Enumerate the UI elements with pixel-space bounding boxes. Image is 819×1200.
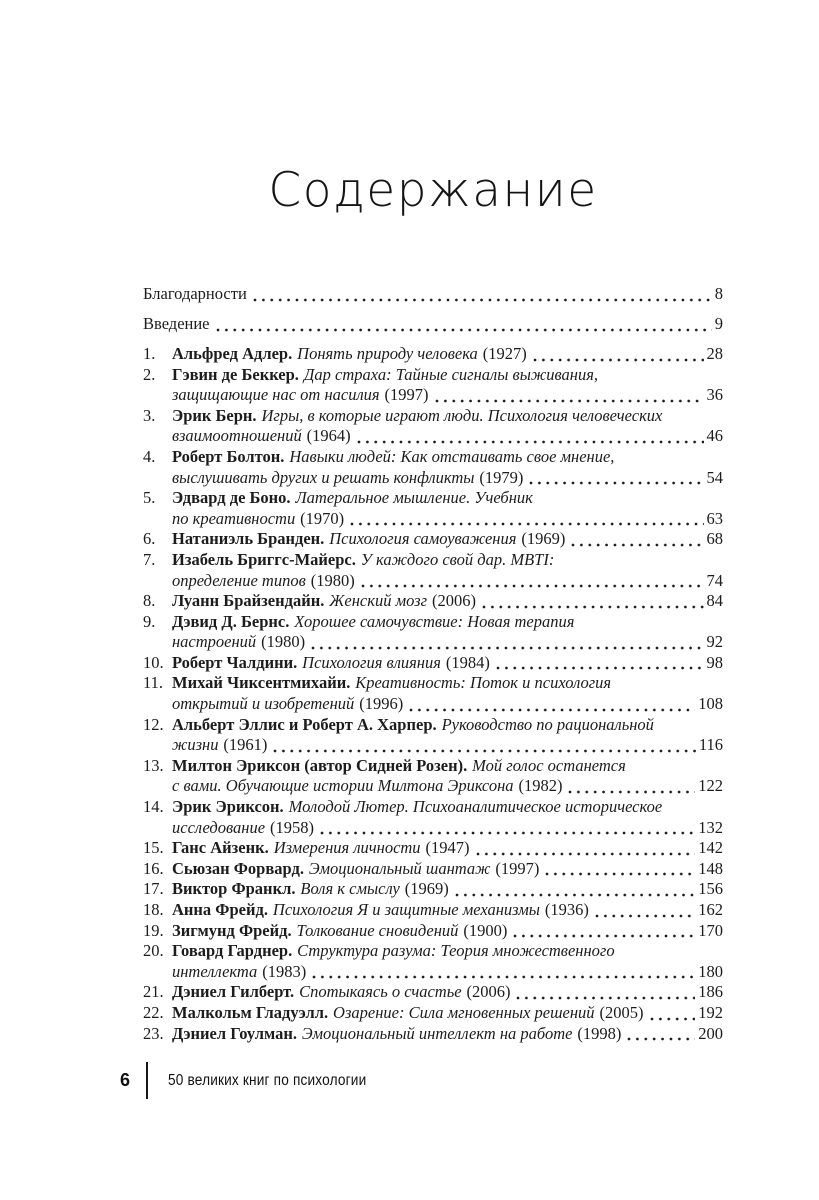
dot-leader xyxy=(350,522,703,526)
toc-entry-title-cont: настроений xyxy=(172,632,257,652)
toc-entry-line xyxy=(172,735,723,756)
toc-entry-page: 132 xyxy=(698,817,723,837)
toc-entry-line xyxy=(172,426,723,447)
dot-leader xyxy=(516,996,695,1000)
toc-entry xyxy=(143,488,723,529)
toc-entry-content xyxy=(172,756,723,797)
toc-entry-author: Альберт Эллис и Роберт А. Харпер. xyxy=(172,714,437,734)
toc-entry-page: 68 xyxy=(706,529,723,549)
toc-entry xyxy=(143,797,723,838)
toc-entry xyxy=(143,612,723,653)
toc-entry-page: 63 xyxy=(706,508,723,528)
toc-entry-author: Малкольм Гладуэлл. xyxy=(172,1002,329,1022)
toc-entry-year: (1969) xyxy=(404,879,449,899)
dot-leader xyxy=(361,584,704,588)
toc-entry-content xyxy=(172,591,723,612)
toc-entry-title-cont: по креативности xyxy=(172,508,296,528)
toc-entry-line xyxy=(172,488,723,509)
toc-entry-year: (1984) xyxy=(445,652,490,672)
toc-entry-number: 18. xyxy=(143,900,164,919)
toc-entry-page: 162 xyxy=(698,900,723,919)
toc-entry-title: Понять природу человека xyxy=(297,343,478,363)
toc-entry-year: (1979) xyxy=(479,467,524,487)
toc-entry-line xyxy=(172,365,723,386)
toc-entry-title: Креативность: Поток и психология xyxy=(355,673,612,693)
toc-entry-page: 170 xyxy=(698,920,723,940)
toc-entry-author: Роберт Чалдини. xyxy=(172,652,298,672)
dot-leader xyxy=(409,708,695,712)
toc-entry-title: Дар страха: Тайные сигналы выживания, xyxy=(303,364,599,384)
toc-entry-content xyxy=(172,715,723,756)
toc-entry xyxy=(143,591,723,612)
toc-entry-title: Латеральное мышление. Учебник xyxy=(295,488,533,508)
running-book-title: 50 великих книг по психологии xyxy=(168,1071,367,1089)
dot-leader xyxy=(650,1017,696,1021)
toc-entry-content xyxy=(172,529,723,550)
toc-entry-author: Сьюзан Форвард. xyxy=(172,858,304,878)
toc-entry-year: (1958) xyxy=(270,817,315,837)
toc-entry-line xyxy=(172,797,723,818)
toc-entry-content xyxy=(172,550,723,591)
toc-entry-number: 11. xyxy=(143,673,164,693)
toc-entry-line xyxy=(172,591,723,612)
toc-entry-author: Гэвин де Беккер. xyxy=(172,364,299,384)
toc-entry-year: (2006) xyxy=(466,982,511,1002)
toc-entry-page: 84 xyxy=(706,591,723,611)
toc-entry-title: Женский мозг xyxy=(329,591,428,611)
toc-entry xyxy=(143,982,723,1003)
toc-item-page: 8 xyxy=(714,284,723,303)
toc-entry-title: Игры, в которые играют люди. Психология человеческих xyxy=(261,405,663,425)
toc-entry-author: Роберт Болтон. xyxy=(172,446,285,466)
toc-entry-title: Измерения личности xyxy=(273,838,421,858)
toc-entry-number: 2. xyxy=(143,364,156,384)
toc-entry-title: Навыки людей: Как отстаивать свое мнение, xyxy=(289,446,615,466)
toc-entry-line xyxy=(172,468,723,489)
toc-entry xyxy=(143,941,723,982)
toc-entry-page: 148 xyxy=(698,858,723,878)
dot-leader xyxy=(312,975,695,979)
toc-entry-content xyxy=(172,982,723,1003)
toc-entry-author: Анна Фрейд. xyxy=(172,900,268,919)
toc-entry-title: У каждого свой дар. MBTI: xyxy=(360,549,555,569)
toc-entry-author: Зигмунд Фрейд. xyxy=(172,920,292,940)
toc-entry-line xyxy=(172,447,723,468)
toc-item-label: Введение xyxy=(143,313,210,333)
toc-entry-content xyxy=(172,673,723,714)
toc-entry-line xyxy=(172,571,723,592)
dot-leader xyxy=(595,914,695,918)
toc-entry-number: 16. xyxy=(143,858,164,878)
toc-entry-number: 1. xyxy=(143,343,156,363)
toc-entry-number: 15. xyxy=(143,838,164,858)
toc-entry-year: (1980) xyxy=(261,632,306,652)
toc-entry-year: (1936) xyxy=(544,900,589,919)
toc-entry-number: 5. xyxy=(143,488,156,508)
toc-entry-year: (1980) xyxy=(310,570,355,590)
dot-leader xyxy=(455,893,696,897)
toc-entry xyxy=(143,365,723,406)
toc-entry xyxy=(143,900,723,921)
dot-leader xyxy=(253,298,712,302)
toc-entry-line xyxy=(172,385,723,406)
toc-entry-author: Дэниел Гилберт. xyxy=(172,982,295,1002)
toc-entry-page: 116 xyxy=(698,735,723,755)
toc-entry-number: 3. xyxy=(143,405,156,425)
toc-entries xyxy=(143,344,723,1044)
dot-leader xyxy=(435,399,704,403)
dot-leader xyxy=(529,481,703,485)
toc-entry-year: (1997) xyxy=(495,858,540,878)
toc-entry-line xyxy=(172,715,723,736)
toc-entry-year: (1982) xyxy=(518,776,563,796)
toc-entry-page: 108 xyxy=(698,694,723,714)
toc-entry-content xyxy=(172,365,723,406)
toc-entry-page: 54 xyxy=(706,467,723,487)
toc-entry-number: 13. xyxy=(143,755,164,775)
toc-entry-content xyxy=(172,859,723,880)
toc-entry-line xyxy=(172,406,723,427)
toc-entry-author: Эрик Берн. xyxy=(172,405,257,425)
toc-entry-number: 4. xyxy=(143,446,156,466)
toc-entry-page: 98 xyxy=(706,652,723,672)
toc-entry-content xyxy=(172,879,723,900)
toc-entry xyxy=(143,1003,723,1024)
toc-entry-page: 180 xyxy=(698,961,723,981)
dot-leader xyxy=(533,358,704,362)
page-title: Содержание xyxy=(268,163,598,218)
toc-entry-line xyxy=(172,962,723,983)
toc-entry-year: (2006) xyxy=(431,591,476,611)
toc-entry-title-cont: жизни xyxy=(172,735,219,755)
toc-entry-author: Ганс Айзенк. xyxy=(172,838,269,858)
toc-entry xyxy=(143,756,723,797)
toc-entry-year: (1970) xyxy=(300,508,345,528)
toc-entry-line xyxy=(172,612,723,633)
toc-entry-line xyxy=(172,900,723,921)
toc-entry-number: 10. xyxy=(143,652,164,672)
toc-entry-page: 186 xyxy=(698,982,723,1002)
toc-entry-line xyxy=(172,694,723,715)
toc-entry-line xyxy=(172,550,723,571)
toc-entry-number: 19. xyxy=(143,920,164,940)
toc-entry-line xyxy=(172,818,723,839)
dot-leader xyxy=(496,666,704,670)
toc-entry xyxy=(143,344,723,365)
toc-entry-page: 200 xyxy=(698,1023,723,1043)
toc-entry-title-cont: исследование xyxy=(172,817,266,837)
toc-entry-line xyxy=(172,673,723,694)
toc-entry-year: (1997) xyxy=(384,385,429,405)
toc-entry-line xyxy=(172,509,723,530)
toc-entry-page: 46 xyxy=(706,426,723,446)
toc-entry-author: Альфред Адлер. xyxy=(172,343,293,363)
toc-entry-title: Эмоциональный интеллект на работе xyxy=(301,1023,573,1043)
toc-entry-content xyxy=(172,900,723,921)
toc-entry-year: (1927) xyxy=(482,343,527,363)
toc-entry-content xyxy=(172,941,723,982)
dot-leader xyxy=(357,440,704,444)
toc-entry-title: Психология влияния xyxy=(302,652,441,672)
toc-list xyxy=(143,284,723,1044)
toc-entry xyxy=(143,1024,723,1045)
toc-entry-author: Говард Гарднер. xyxy=(172,941,293,961)
toc-entry-content xyxy=(172,488,723,529)
toc-entry-title-cont: взаимоотношений xyxy=(172,426,302,446)
toc-entry-number: 12. xyxy=(143,714,164,734)
toc-entry-number: 9. xyxy=(143,611,156,631)
toc-entry-title: Структура разума: Теория множественного xyxy=(297,941,615,961)
toc-entry-title: Хорошее самочувствие: Новая терапия xyxy=(294,611,575,631)
toc-entry-number: 7. xyxy=(143,549,156,569)
toc-entry-year: (1964) xyxy=(306,426,351,446)
toc-entry-line xyxy=(172,776,723,797)
toc-entry-content xyxy=(172,653,723,674)
toc-entry-line xyxy=(172,344,723,365)
toc-entry xyxy=(143,406,723,447)
toc-entry-author: Дэвид Д. Бернс. xyxy=(172,611,290,631)
dot-leader xyxy=(273,749,695,753)
toc-entry xyxy=(143,447,723,488)
toc-entry xyxy=(143,879,723,900)
toc-entry-line xyxy=(172,632,723,653)
toc-entry-title: Психология самоуважения xyxy=(329,529,517,549)
toc-entry-content xyxy=(172,344,723,365)
toc-entry-page: 36 xyxy=(706,385,723,405)
page-footer xyxy=(120,1062,393,1099)
toc-entry-author: Эрик Эриксон. xyxy=(172,797,284,817)
toc-entry-content xyxy=(172,797,723,838)
toc-entry-number: 23. xyxy=(143,1023,164,1043)
toc-entry xyxy=(143,921,723,942)
toc-entry-author: Виктор Франкл. xyxy=(172,879,296,899)
toc-front-item xyxy=(143,284,723,305)
toc-entry xyxy=(143,653,723,674)
toc-entry-title-cont: выслушивать других и решать конфликты xyxy=(172,467,475,487)
toc-entry-author: Натаниэль Бранден. xyxy=(172,529,325,549)
toc-entry-page: 28 xyxy=(706,343,723,363)
toc-entry xyxy=(143,715,723,756)
toc-entry-line xyxy=(172,1003,723,1024)
toc-entry-year: (1996) xyxy=(359,694,404,714)
toc-entry-year: (1998) xyxy=(577,1023,622,1043)
toc-entry-title: Руководство по рациональной xyxy=(441,714,654,734)
toc-entry xyxy=(143,859,723,880)
toc-entry-page: 192 xyxy=(698,1002,723,1022)
toc-entry-author: Луанн Брайзендайн. xyxy=(172,591,325,611)
toc-entry-author: Изабель Бриггс-Майерс. xyxy=(172,549,356,569)
toc-entry-page: 156 xyxy=(698,879,723,899)
toc-entry-line xyxy=(172,653,723,674)
toc-entry-line xyxy=(172,756,723,777)
toc-entry xyxy=(143,838,723,859)
toc-entry-line xyxy=(172,921,723,942)
folio-page-number: 6 xyxy=(120,1070,131,1090)
toc-entry-page: 74 xyxy=(706,570,723,590)
toc-entry-number: 8. xyxy=(143,591,156,611)
toc-entry-line xyxy=(172,982,723,1003)
toc-entry-line xyxy=(172,879,723,900)
toc-entry-title-cont: определение типов xyxy=(172,570,306,590)
toc-entry-title: Воля к смыслу xyxy=(300,879,400,899)
toc-front-items xyxy=(143,284,723,335)
toc-entry-number: 21. xyxy=(143,982,164,1002)
toc-entry-number: 22. xyxy=(143,1002,164,1022)
toc-entry-number: 14. xyxy=(143,797,164,817)
toc-entry-title: Молодой Лютер. Психоаналитическое историческое xyxy=(288,797,663,817)
dot-leader xyxy=(545,872,695,876)
toc-entry-content xyxy=(172,921,723,942)
toc-entry-author: Милтон Эриксон (автор Сидней Розен). xyxy=(172,755,468,775)
toc-entry-number: 6. xyxy=(143,529,156,549)
toc-entry-line xyxy=(172,1024,723,1045)
toc-entry-page: 142 xyxy=(698,838,723,858)
toc-entry-title: Толкование сновидений xyxy=(296,920,459,940)
toc-entry-number: 20. xyxy=(143,941,164,961)
toc-entry-title: Мой голос останется xyxy=(472,755,626,775)
toc-entry-author: Эдвард де Боно. xyxy=(172,488,291,508)
dot-leader xyxy=(476,852,696,856)
toc-entry-year: (2005) xyxy=(599,1002,644,1022)
toc-entry-title-cont: открытий и изобретений xyxy=(172,694,355,714)
toc-entry-content xyxy=(172,838,723,859)
toc-entry-content xyxy=(172,1024,723,1045)
toc-entry-line xyxy=(172,859,723,880)
toc-entry-line xyxy=(172,941,723,962)
toc-entry-content xyxy=(172,612,723,653)
toc-entry-title-cont: защищающие нас от насилия xyxy=(172,385,380,405)
dot-leader xyxy=(627,1037,695,1041)
toc-entry-author: Михай Чиксентмихайи. xyxy=(172,673,351,693)
toc-entry-page: 122 xyxy=(698,776,723,796)
toc-entry-title: Психология Я и защитные механизмы xyxy=(272,900,540,919)
toc-entry xyxy=(143,673,723,714)
toc-entry-content xyxy=(172,1003,723,1024)
toc-entry-page: 92 xyxy=(706,632,723,652)
dot-leader xyxy=(571,543,703,547)
dot-leader xyxy=(311,646,703,650)
toc-entry-title-cont: интеллекта xyxy=(172,961,258,981)
toc-front-item xyxy=(143,314,723,335)
dot-leader xyxy=(216,328,712,332)
toc-entry-author: Дэниел Гоулман. xyxy=(172,1023,297,1043)
toc-entry-title: Спотыкаясь о счастье xyxy=(299,982,462,1002)
footer-divider xyxy=(146,1062,148,1099)
toc-entry-year: (1961) xyxy=(223,735,268,755)
toc-entry-content xyxy=(172,406,723,447)
toc-entry-year: (1969) xyxy=(521,529,566,549)
toc-entry-year: (1947) xyxy=(425,838,470,858)
toc-item-page: 9 xyxy=(714,313,723,333)
toc-entry xyxy=(143,550,723,591)
toc-entry-number: 17. xyxy=(143,879,164,899)
toc-entry-line xyxy=(172,838,723,859)
toc-entry-year: (1900) xyxy=(463,920,508,940)
dot-leader xyxy=(482,605,704,609)
toc-entry-line xyxy=(172,529,723,550)
toc-entry-title: Озарение: Сила мгновенных решений xyxy=(333,1002,595,1022)
dot-leader xyxy=(320,831,695,835)
toc-item-label: Благодарности xyxy=(143,284,247,303)
toc-entry-title-cont: с вами. Обучающие истории Милтона Эриксона xyxy=(172,776,514,796)
toc-entry-title: Эмоциональный шантаж xyxy=(308,858,491,878)
toc-entry xyxy=(143,529,723,550)
dot-leader xyxy=(513,934,695,938)
toc-entry-year: (1983) xyxy=(262,961,307,981)
dot-leader xyxy=(568,790,695,794)
toc-entry-content xyxy=(172,447,723,488)
